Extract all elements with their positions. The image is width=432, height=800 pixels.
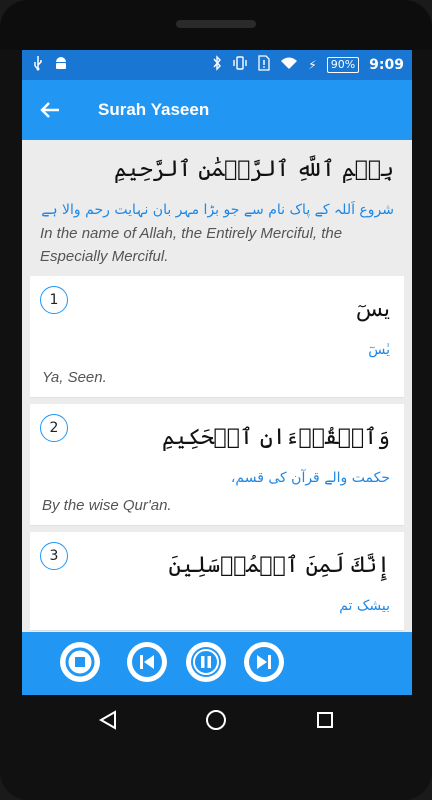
wifi-icon bbox=[280, 56, 298, 74]
speaker-grille bbox=[176, 20, 256, 28]
verse-urdu: یٰسٓ bbox=[368, 342, 390, 358]
usb-icon bbox=[32, 55, 44, 75]
previous-icon bbox=[127, 642, 167, 682]
triangle-back-icon bbox=[98, 710, 118, 730]
battery-level: 90% bbox=[327, 57, 359, 73]
screen bbox=[22, 50, 412, 745]
verse-arabic: يسٓ bbox=[355, 297, 390, 322]
verse-item[interactable] bbox=[30, 404, 404, 526]
next-icon bbox=[244, 642, 284, 682]
page-title: Surah Yaseen bbox=[98, 100, 210, 119]
sim-alert-icon bbox=[258, 55, 270, 75]
verse-number: 1 bbox=[40, 286, 68, 314]
bismillah-section bbox=[22, 140, 412, 276]
stop-icon bbox=[60, 642, 100, 682]
verse-urdu: بیشک تم bbox=[339, 598, 390, 614]
app-bar bbox=[22, 80, 412, 140]
android-debug-icon bbox=[54, 55, 68, 75]
verse-arabic: وَٱلۡقُرۡءَانِ ٱلۡحَكِيمِ bbox=[161, 425, 390, 450]
verse-list[interactable] bbox=[22, 140, 412, 635]
verse-english: Ya, Seen. bbox=[42, 369, 107, 386]
audio-player-bar bbox=[22, 632, 412, 695]
bismillah-english: In the name of Allah, the Entirely Merciful, the Especially Merciful. bbox=[40, 225, 343, 265]
nav-home-button[interactable] bbox=[205, 709, 227, 731]
bismillah-urdu: شروع اَللہ کے پاک نام سے جو بڑا مہر بان نہایت رحم والا ہے bbox=[41, 202, 394, 218]
nav-recents-button[interactable] bbox=[314, 709, 336, 731]
next-button[interactable] bbox=[244, 642, 284, 682]
verse-english bbox=[30, 618, 404, 630]
charging-icon: ⚡ bbox=[308, 58, 317, 72]
bluetooth-icon bbox=[212, 55, 222, 75]
verse-item[interactable] bbox=[30, 532, 404, 631]
clock: 9:09 bbox=[369, 57, 404, 73]
status-bar bbox=[22, 50, 412, 80]
verse-arabic: إِنَّكَ لَمِنَ ٱلۡمُرۡسَلِينَ bbox=[168, 553, 390, 578]
verse-english: By the wise Qur'an. bbox=[42, 497, 172, 514]
arrow-left-icon bbox=[40, 101, 60, 119]
back-button[interactable] bbox=[22, 80, 78, 140]
bismillah-arabic: بِسۡمِ ٱللَّهِ ٱلرَّحۡمَٰنِ ٱلرَّحِيمِ bbox=[113, 157, 394, 182]
verse-urdu: حکمت والے قرآن کی قسم، bbox=[230, 470, 390, 486]
pause-icon bbox=[186, 642, 226, 682]
pause-button[interactable] bbox=[186, 642, 226, 682]
square-recents-icon bbox=[315, 710, 335, 730]
verse-number: 3 bbox=[40, 542, 68, 570]
vibrate-icon bbox=[232, 56, 248, 74]
previous-button[interactable] bbox=[127, 642, 167, 682]
nav-back-button[interactable] bbox=[97, 709, 119, 731]
verse-number: 2 bbox=[40, 414, 68, 442]
circle-home-icon bbox=[205, 709, 227, 731]
android-nav-bar bbox=[22, 695, 412, 745]
verse-item[interactable] bbox=[30, 276, 404, 398]
phone-top-bezel bbox=[0, 0, 432, 50]
stop-button[interactable] bbox=[60, 642, 100, 682]
